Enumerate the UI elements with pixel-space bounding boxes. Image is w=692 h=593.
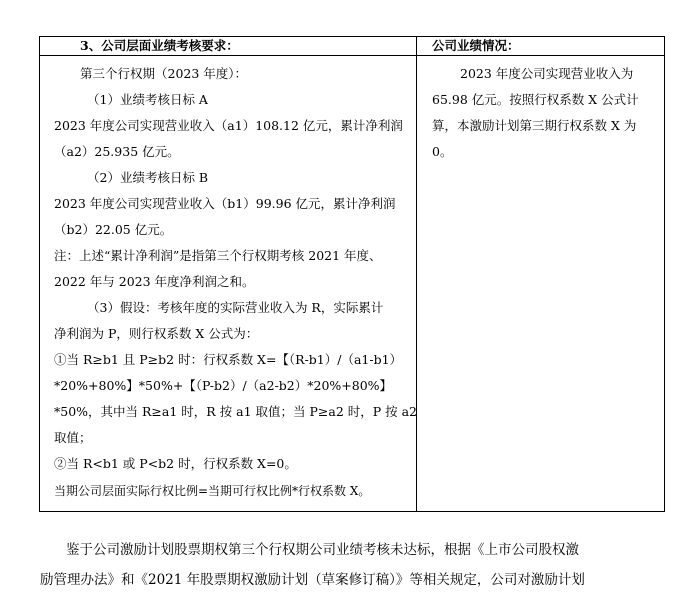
left-line: 2023 年度公司实现营业收入（a1）108.12 亿元，累计净利润 bbox=[54, 118, 403, 133]
column-divider bbox=[416, 37, 417, 511]
left-line: 取值； bbox=[54, 430, 92, 445]
left-line: （a2）25.935 亿元。 bbox=[54, 144, 180, 159]
body-paragraph-line: 鉴于公司激励计划股票期权第三个行权期公司业绩考核未达标，根据《上市公司股权激 bbox=[66, 542, 579, 558]
right-heading: 公司业绩情况： bbox=[432, 38, 520, 53]
left-line: 第三个行权期（2023 年度）： bbox=[80, 66, 248, 81]
left-line: ②当 R<b1 或 P<b2 时，行权系数 X=0。 bbox=[54, 456, 297, 471]
left-heading: 3、公司层面业绩考核要求： bbox=[80, 38, 239, 53]
left-line: （3）假设：考核年度的实际营业收入为 R，实际累计 bbox=[87, 300, 384, 315]
left-line: 净利润为 P，则行权系数 X 公式为： bbox=[54, 326, 259, 341]
right-line: 2023 年度公司实现营业收入为 bbox=[460, 66, 634, 81]
table-header-rule bbox=[40, 55, 664, 56]
left-line: *20%+80%】*50%+【（P-b2）/（a2-b2）*20%+80%】 bbox=[54, 378, 393, 393]
left-line: 2023 年度公司实现营业收入（b1）99.96 亿元，累计净利润 bbox=[54, 196, 396, 211]
left-line: *50%，其中当 R≥a1 时，R 按 a1 取值；当 P≥a2 时，P 按 a2 bbox=[54, 404, 418, 419]
left-line: （1）业绩考核日标 A bbox=[87, 92, 208, 107]
body-paragraph-line: 励管理办法》和《2021 年股票期权激励计划（草案修订稿）》等相关规定，公司对激励计划 bbox=[40, 572, 585, 588]
right-line: 0。 bbox=[432, 144, 453, 159]
left-line: （2）业绩考核日标 B bbox=[87, 170, 209, 185]
left-line: 2022 年与 2023 年度净利润之和。 bbox=[54, 274, 255, 289]
performance-table bbox=[39, 36, 665, 512]
left-line: （b2）22.05 亿元。 bbox=[54, 222, 173, 237]
right-line: 算，本激励计划第三期行权系数 X 为 bbox=[432, 118, 637, 133]
left-line: 当期公司层面实际行权比例=当期可行权比例*行权系数 X。 bbox=[54, 484, 371, 498]
left-line: 注：上述“累计净利润”是指第三个行权期考核 2021 年度、 bbox=[54, 248, 382, 263]
right-line: 65.98 亿元。按照行权系数 X 公式计 bbox=[432, 92, 639, 107]
left-line: ①当 R≥b1 且 P≥b2 时：行权系数 X=【（R-b1）/（a1-b1） bbox=[54, 352, 403, 367]
